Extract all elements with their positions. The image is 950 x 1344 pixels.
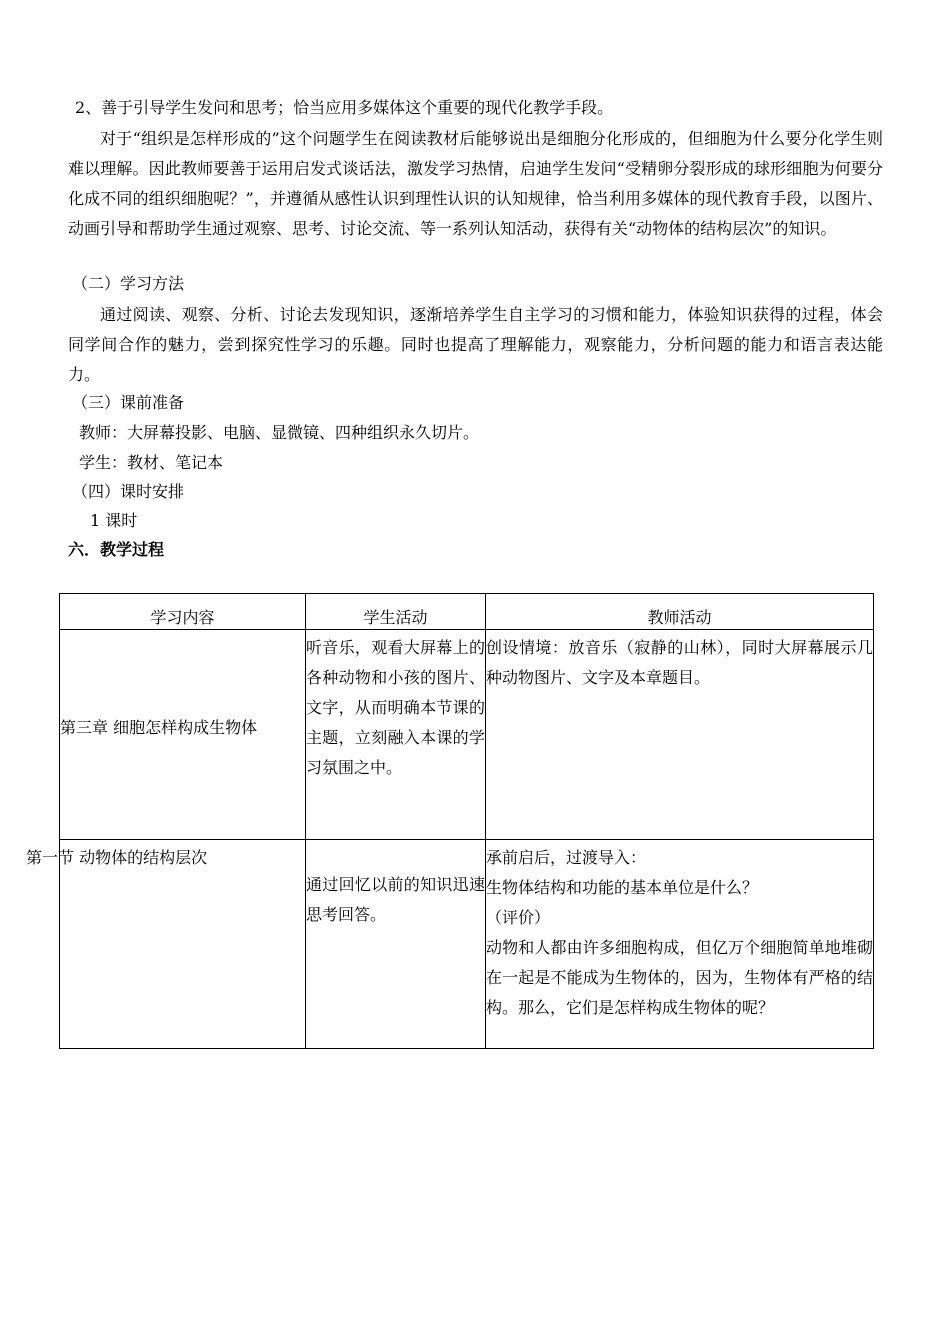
table-row — [60, 840, 874, 1049]
preparation-teacher: 教师：大屏幕投影、电脑、显微镜、四种组织永久切片。 — [79, 423, 480, 442]
row2-teacher-line-1: 承前启后，过渡导入： — [486, 848, 647, 867]
preparation-heading: （三）课前准备 — [72, 393, 185, 412]
schedule-value: 1 课时 — [90, 511, 138, 530]
intro-paragraph: 对于“组织是怎样形成的”这个问题学生在阅读教材后能够说出是细胞分化形成的，但细胞为什么要分化学生则难以理解。因此教师要善于运用启发式谈话法，激发学习热情，启迪学生发问“受精卵分裂形成的球形细胞为何要分化成不同的组织细胞呢？”，并遵循从感性认识到理性认识的认知规律，恰当利用多媒体的现代教育手段，以图片、动画引导和帮助学生通过观察、思考、讨论交流、等一系列认知活动，获得有关“动物体的结构层次”的知识。 — [68, 129, 883, 238]
methods-paragraph: 通过阅读、观察、分析、讨论去发现知识，逐渐培养学生自主学习的习惯和能力，体验知识获得的过程，体会同学间合作的魅力，尝到探究性学习的乐趣。同时也提高了理解能力，观察能力，分析问题的能力和语言表达能力。 — [68, 305, 883, 384]
row2-student-cell — [306, 840, 486, 1049]
table-header-row — [60, 594, 874, 630]
row1-content: 第三章 细胞怎样构成生物体 — [60, 717, 258, 737]
lesson-table — [26, 593, 874, 1049]
header-content: 学习内容 — [60, 594, 306, 630]
row2-content-cell — [26, 840, 306, 1049]
row1-student: 听音乐，观看大屏幕上的各种动物和小孩的图片、文字，从而明确本节课的主题，立刻融入本课的学习氛围之中。 — [306, 638, 485, 777]
header-student-activity: 学生活动 — [306, 594, 486, 630]
section-title: 六．教学过程 — [68, 540, 165, 559]
table-row — [60, 630, 874, 840]
preparation-student: 学生：教材、笔记本 — [79, 453, 224, 472]
row1-content-cell — [60, 630, 306, 840]
row2-content: 第一节 动物体的结构层次 — [26, 848, 208, 867]
row1-student-cell — [306, 630, 486, 840]
intro-item: 2、善于引导学生发问和思考；恰当应用多媒体这个重要的现代化教学手段。 — [75, 98, 614, 117]
row2-teacher-line-2: 生物体结构和功能的基本单位是什么？ — [486, 878, 759, 897]
row2-teacher-line-4: 动物和人都由许多细胞构成，但亿万个细胞简单地堆砌在一起是不能成为生物体的，因为，生物体有严格的结构。那么，它们是怎样构成生物体的呢？ — [486, 938, 873, 1017]
header-teacher-activity: 教师活动 — [486, 594, 874, 630]
row2-teacher-line-3: （评价） — [486, 908, 551, 927]
row1-teacher: 创设情境：放音乐（寂静的山林），同时大屏幕展示几种动物图片、文字及本章题目。 — [486, 638, 873, 687]
methods-heading: （二）学习方法 — [72, 274, 185, 293]
row2-student: 通过回忆以前的知识迅速思考回答。 — [306, 875, 485, 924]
row1-teacher-cell — [486, 630, 874, 840]
row2-teacher-cell — [486, 840, 874, 1049]
schedule-heading: （四）课时安排 — [72, 482, 185, 501]
